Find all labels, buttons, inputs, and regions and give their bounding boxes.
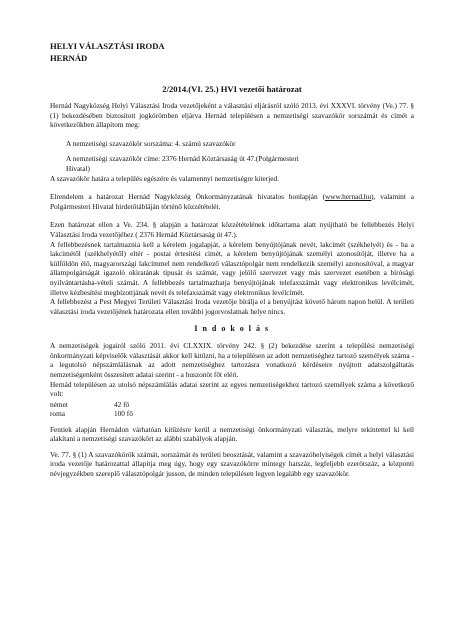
district-address: A nemzetiségi szavazókör címe: 2376 Hernád Köztársaság út 47.(Polgármesteri — [66, 154, 299, 164]
reasoning-paragraph-2: Hernád településen az utolsó népszámlálás adatai szerint az egyes nemzetiségekhez tartozó személyek száma a következő volt: — [50, 379, 414, 399]
document-title: 2/2014.(VI. 25.) HVI vezetői határozat — [162, 84, 302, 94]
office-location: HERNÁD — [50, 53, 88, 63]
publication-text-before: Elrendelem a határozat Hernád Nagyközség Önkormányzatának hivatalos honlapján ( — [50, 192, 326, 202]
district-address-cont: Hivatal) — [66, 163, 90, 173]
appeal-paragraph-3: A fellebbezést a Pest Megyei Területi Választási Iroda vezetője bírálja el a benyújtást követő három napon belül. A területi választási iroda vezetőjének határozata ellen további jogorvoslatnak helye nincs. — [50, 297, 414, 316]
closing-paragraph-2: Ve. 77. § (1) A szavazókörök számát, sorszámát és területi beosztását, valamint a szavazóhelyiségek címét a helyi választási iroda vezetője határozattal állapítja meg úgy, hogy egy szavazókörre mintegy hatszáz, legfeljebb ezerötszáz, a központi névjegyzékben szereplő választópolgár jusson, de minden településen legyen legalább egy szavazókör. — [50, 449, 414, 479]
table-row — [50, 409, 133, 418]
office-name: HELYI VÁLASZTÁSI IRODA — [50, 41, 165, 51]
nationality-name: roma — [50, 409, 65, 419]
appeal-paragraph-2: A fellebbezésnek tartalmaznia kell a kérelem jogalapját, a kérelem benyújtójának nevét, lakcímét (székhelyét) és - ha a lakcímétől (székhelyétől) eltér - postai értesítési címét, a kérelem benyújtójának személyi azonosítóját, illetve ha a külföldön élő, magyarországi lakcímmel nem rendelkező választópolgár nem rendelkezik személyi azonosítóval, a magyar állampolgárságát igazoló okiratának típusát és számát, vagy jelölő szervezet vagy más szervezet esetében a bírósági nyilvántartásba-vételi számát. A fellebbezés tartalmazhatja benyújtójának telefaxszámát vagy elektronikus levélcímét, illetve kézbesítési megbízottjának nevét és telefaxszámát vagy elektronikus levélcímét. — [50, 239, 414, 297]
population-table — [50, 400, 133, 419]
nationality-name: német — [50, 399, 68, 409]
appeal-paragraph-1: Ezen határozat ellen a Ve. 234. § alapján a határozat közzétételének időtartama alatt nyújtható be fellebbezés Helyi Választási Iroda vezetőjéhez ( 2376 Hernád Köztársaság út 47.). — [50, 220, 414, 239]
nationality-count: 100 fő — [114, 409, 133, 419]
website-link[interactable]: www.hernad.hu — [325, 192, 372, 202]
closing-paragraph-1: Fentiek alapján Hernádon várhatóan kitűzésre kerül a nemzetiségi önkormányzati választás, melyre tekintettel ki kell alakítani a nemzetiségi szavazókört az alábbi szabályok alapján. — [50, 424, 414, 444]
table-row — [50, 400, 133, 409]
intro-paragraph: Hernád Nagyközség Helyi Választási Iroda vezetőjeként a választási eljárásról szóló 2013. évi XXXVI. törvény (Ve.) 77. § (1) bekezdésében biztosított jogkörömben eljárva Hernád településen a nemzetiségi szavazókör sorszámát és címét a következőkben állapítom meg: — [50, 101, 414, 130]
reasoning-heading: I n d o k o l á s — [194, 324, 270, 334]
district-number: A nemzetiségi szavazókör sorszáma: 4. számú szavazókör — [66, 138, 236, 148]
publication-text-after: ), valamint a Polgármesteri Hivatal hirdetőtábláján történő közzétételét. — [50, 192, 414, 211]
reasoning-paragraph-1: A nemzetiségek jogairól szóló 2011. évi CLXXIX. törvény 242. § (2) bekezdése szerint a települési nemzetiségi önkormányzati képviselők választását akkor kell kitűzni, ha a településen az adott nemzetiséghez tartozó személyek száma - a legutolsó népszámlálásnak az adott nemzetiséghez tartozásra vonatkozó kérdéseire nyújtott adatszolgáltatás nemzetiségenként összesített adatai szerint - a huszonöt főt eléri. — [50, 341, 414, 380]
publication-paragraph — [50, 192, 414, 211]
district-boundary: A szavazókör határa a település egészére és valamennyi nemzetiségre kiterjed. — [50, 173, 279, 183]
nationality-count: 42 fő — [114, 399, 130, 409]
